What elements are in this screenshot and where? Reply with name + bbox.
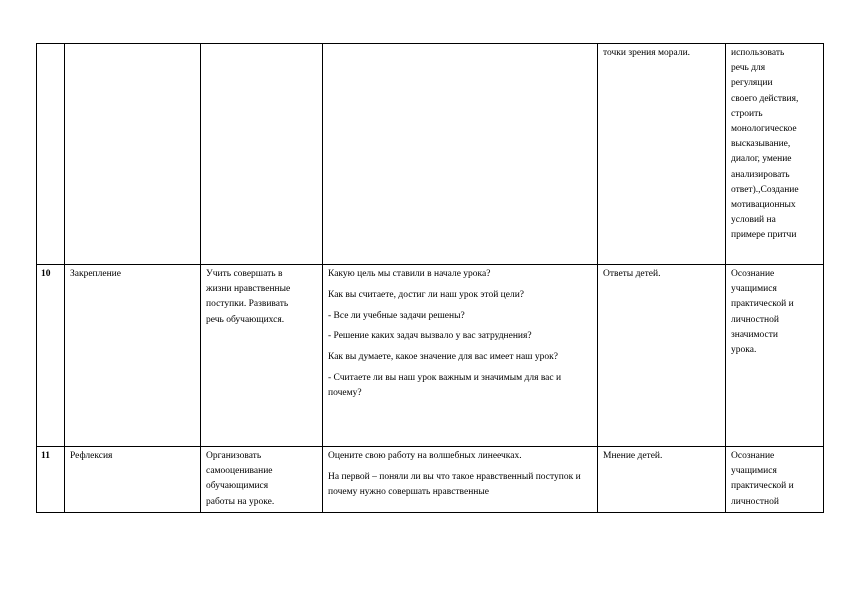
row-number-cell [37, 44, 65, 265]
outcome-line: своего действия, [731, 93, 799, 104]
outcome-line: значимости [731, 329, 778, 340]
goal-line: поступки. Развивать [206, 299, 289, 310]
outcome-line: анализировать [731, 169, 790, 180]
outcome-line: диалог, умение [731, 154, 792, 165]
goal-cell [201, 44, 323, 265]
result-cell: точки зрения морали. [598, 44, 726, 265]
activity-question: На первой – поняли ли вы что такое нравственный поступок и почему нужно совершать нравственные [328, 471, 581, 497]
activity-cell [323, 265, 598, 447]
outcome-line: Осознание [731, 451, 775, 461]
outcome-line: учащимися [731, 466, 777, 477]
table-row [37, 447, 824, 513]
outcome-line: учащимися [731, 284, 777, 295]
goal-line: Учить совершать в [206, 269, 283, 279]
goal-line: обучающимися [206, 481, 269, 492]
goal-line: самооценивание [206, 466, 273, 477]
stage-cell: Рефлексия [65, 447, 201, 513]
outcome-line: монологическое [731, 123, 797, 134]
outcome-line: использовать [731, 48, 785, 58]
goal-line: работы на уроке. [206, 496, 275, 507]
result-cell: Ответы детей. [598, 265, 726, 447]
goal-line: речь обучающихся. [206, 314, 285, 325]
goal-cell [201, 447, 323, 513]
stage-cell [65, 44, 201, 265]
outcome-line: практической и [731, 481, 794, 492]
outcome-line: личностной [731, 314, 779, 325]
result-cell: Мнение детей. [598, 447, 726, 513]
table-row [37, 44, 824, 265]
outcome-line: речь для [731, 63, 766, 74]
outcome-line: высказывание, [731, 139, 791, 150]
outcome-line: мотивационных [731, 199, 796, 210]
stage-cell: Закрепление [65, 265, 201, 447]
row-number-cell: 11 [37, 447, 65, 513]
outcome-line: практической и [731, 299, 794, 310]
table-row [37, 265, 824, 447]
outcome-line: примере притчи [731, 230, 797, 241]
outcome-line: личностной [731, 496, 779, 507]
outcome-line: регуляции [731, 78, 773, 89]
goal-line: Организовать [206, 451, 262, 461]
lesson-plan-table [36, 43, 824, 513]
outcome-line: Осознание [731, 269, 775, 279]
activity-question: Как вы думаете, какое значение для вас имеет наш урок? [328, 352, 558, 363]
activity-question: Оцените свою работу на волшебных линеечках. [328, 451, 522, 461]
outcome-cell [726, 265, 824, 447]
activity-cell [323, 44, 598, 265]
outcome-line: условий на [731, 215, 776, 226]
outcome-cell [726, 447, 824, 513]
outcome-line: урока. [731, 344, 757, 355]
activity-question: - Считаете ли вы наш урок важным и значимым для вас и почему? [328, 372, 562, 399]
outcome-cell [726, 44, 824, 265]
goal-line: жизни нравственные [206, 284, 291, 295]
outcome-line: строить [731, 108, 763, 119]
activity-question: Какую цель мы ставили в начале урока? [328, 269, 491, 279]
activity-question: - Решение каких задач вызвало у вас затруднения? [328, 331, 532, 342]
outcome-line: ответ).,Создание [731, 184, 799, 195]
goal-cell [201, 265, 323, 447]
activity-cell [323, 447, 598, 513]
row-number-cell: 10 [37, 265, 65, 447]
activity-question: Как вы считаете, достиг ли наш урок этой цели? [328, 289, 524, 300]
activity-question: - Все ли учебные задачи решены? [328, 310, 465, 321]
